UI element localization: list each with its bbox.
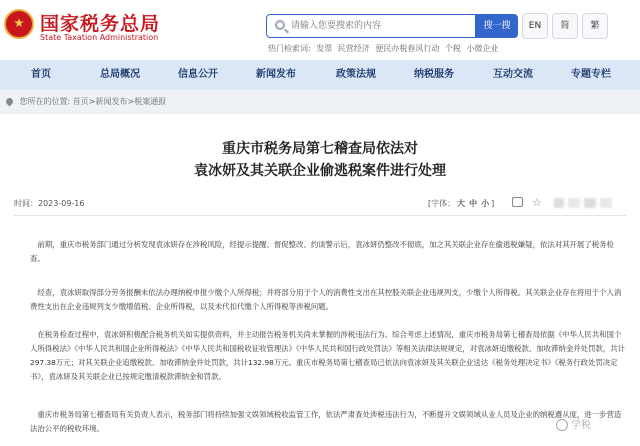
font-size-close: ] [491, 199, 495, 208]
print-icon[interactable] [512, 197, 523, 207]
site-header [0, 0, 640, 60]
hot-search-terms [268, 43, 501, 54]
nav-policy-law[interactable]: 政策法规 [336, 69, 376, 80]
nav-news-release[interactable]: 新闻发布 [256, 69, 296, 80]
hot-term[interactable]: 发票 [316, 44, 333, 53]
font-size-label: [字体： [428, 199, 456, 208]
lang-simplified-button[interactable]: 简 [552, 13, 578, 39]
article-meta-bar [14, 196, 626, 216]
font-large-button[interactable]: 大 [457, 199, 466, 208]
nav-interaction[interactable]: 互动交流 [493, 69, 533, 80]
article-title-line1: 重庆市税务局第七稽查局依法对 [222, 141, 418, 157]
hot-term[interactable]: 个税 [444, 44, 461, 53]
watermark-logo-icon [556, 419, 568, 431]
nav-special-topics[interactable]: 专题专栏 [571, 69, 611, 80]
article-paragraph: 在税务检查过程中，袁冰妍积极配合税务机关如实提供资料，并主动报告税务机关尚未掌握的涉税违法行为。综合考虑上述情况，重庆市税务局第七稽查局依据《中华人民共和国个人所得税法》《中华人民共和国企业所得税法》《中华人民共和国税收征收管理法》《中华人民共和国行政处罚法》等相关法律法规规定，对袁冰妍追缴税款、加收滞纳金并处罚款，共计297.38万元；对其关联企业追缴税款、加收滞纳金并处罚款，共计132.98万元。重庆市税务局第七稽查局已依法向袁冰妍及其关联企业送达《税务处理决定书》《税务行政处罚决定书》，袁冰妍及其关联企业已按规定缴清税款滞纳金和罚款。 [30, 330, 625, 381]
favorite-icon[interactable]: ☆ [532, 196, 542, 209]
article-paragraph: 前期，重庆市税务部门通过分析发现袁冰妍存在涉税风险，经提示提醒、督促整改、约谈警示后，袁冰妍仍整改不彻底，加之其关联企业存在偷逃税嫌疑，依法对其开展了税务检查。 [30, 240, 614, 263]
national-emblem-icon[interactable] [4, 9, 34, 39]
article-title-line2: 袁冰妍及其关联企业偷逃税案件进行处理 [194, 163, 446, 179]
watermark [556, 416, 591, 431]
nav-home[interactable]: 首页 [31, 69, 51, 80]
hot-term[interactable]: 小微企业 [466, 44, 499, 53]
breadcrumb-prefix: 您所在的位置: [19, 97, 71, 106]
nav-info-disclosure[interactable]: 信息公开 [178, 69, 218, 80]
lang-traditional-button[interactable]: 繁 [582, 13, 608, 39]
breadcrumb [6, 96, 166, 107]
site-title[interactable]: 国家税务总局 [40, 13, 161, 35]
search-box[interactable] [266, 14, 476, 38]
font-size-control [428, 198, 494, 209]
share-icons[interactable] [554, 198, 620, 208]
font-small-button[interactable]: 小 [481, 199, 490, 208]
article-card [0, 114, 640, 446]
article-paragraph: 重庆市税务局第七稽查局有关负责人表示，税务部门将持续加强文娱领域税收监管工作，依法严肃查处涉税违法行为，不断提升文娱领域从业人员及企业的纳税遵从度，进一步营造法治公平的税收环境。 [30, 410, 622, 433]
font-medium-button[interactable]: 中 [469, 199, 478, 208]
hot-search-label: 热门检索词: [268, 44, 311, 53]
search-input[interactable] [291, 18, 471, 34]
nav-overview[interactable]: 总局概况 [100, 69, 140, 80]
nav-tax-service[interactable]: 纳税服务 [414, 69, 454, 80]
lang-en-button[interactable]: EN [522, 13, 548, 39]
hot-term[interactable]: 民营经济 [337, 44, 370, 53]
article-paragraph: 经查，袁冰妍取得部分劳务报酬未依法办理纳税申报少缴个人所得税；并将部分用于个人的消费性支出在其控股关联企业违规列支，少缴个人所得税。其关联企业存在将用于个人消费性支出在企业违规列支少缴增值税、企业所得税，以及未代扣代缴个人所得税等涉税问题。 [30, 288, 622, 311]
search-button[interactable]: 搜一搜 [476, 14, 518, 38]
watermark-text: 学税 [571, 420, 591, 431]
main-nav [0, 60, 640, 90]
publish-date: 时间：2023-09-16 [14, 199, 85, 208]
breadcrumb-path[interactable]: 首页>新闻发布>税案通报 [72, 97, 167, 106]
hot-term[interactable]: 便民办税春风行动 [375, 44, 440, 53]
location-pin-icon [5, 97, 15, 107]
search-icon [275, 20, 285, 30]
site-subtitle: State Taxation Administration [40, 33, 159, 42]
